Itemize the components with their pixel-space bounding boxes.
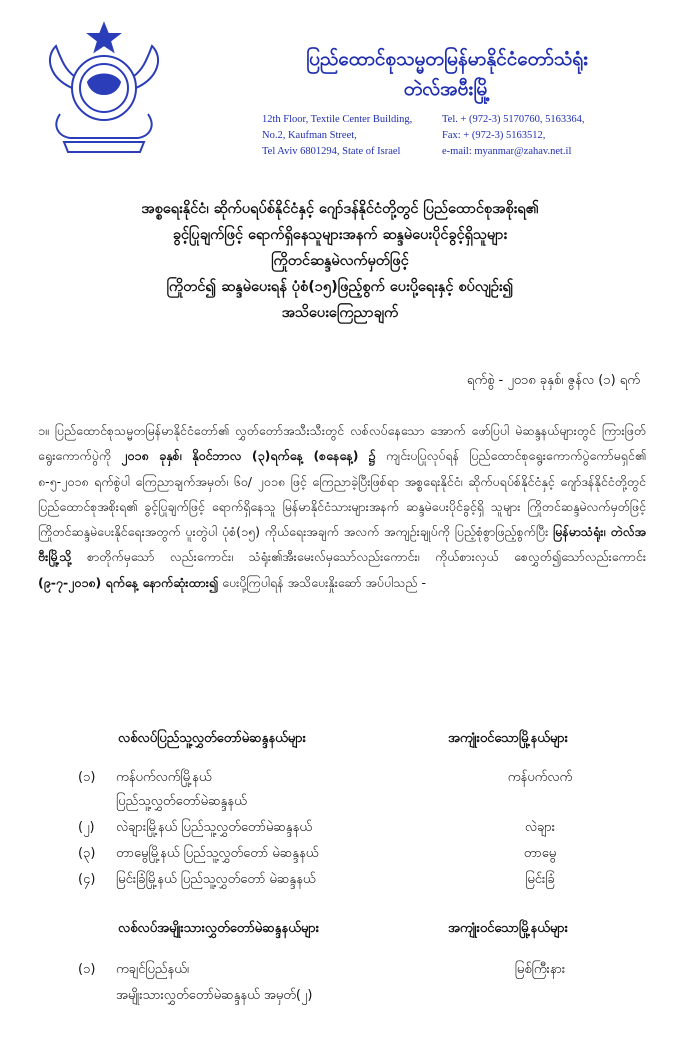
township-name: လဲချား [524, 820, 556, 835]
row-number: (၁) [78, 770, 96, 785]
township-name: တာမွေ [523, 846, 557, 861]
contact-line: e-mail: myanmar@zahav.net.il [442, 146, 572, 157]
address-block [262, 112, 412, 160]
subject-line: အသိပေးကြေညာချက် [281, 305, 399, 321]
subject-heading [20, 196, 660, 326]
document-date: ရက်စွဲ - ၂၀၁၈ ခုနှစ်၊ ဇွန်လ (၁) ရက် [466, 373, 640, 388]
row-number: (၁) [78, 962, 96, 977]
constituency-name: ကန်ပက်လက်မြို့နယ် [116, 770, 212, 785]
paragraph-bold: (၉-၇-၂၀၁၈) ရက်နေ့ နောက်ဆုံးထား၍ [38, 574, 219, 590]
embassy-title-line1: ပြည်ထောင်စုသမ္မတမြန်မာနိုင်ငံတော်သံရုံး [305, 48, 588, 70]
constituency-name: မြင်းခြံမြို့နယ် ပြည်သူ့လွှတ်တော် မဲဆန္ဒနယ် [116, 872, 316, 887]
paragraph-bold: ၂၀၁၈ ခုနှစ်၊ နိုဝင်ဘာလ (၃)ရက်နေ့ (စနေနေ့) ၌ [121, 448, 376, 464]
township-name: မြင်းခြံ [525, 872, 555, 887]
paragraph-bold: မြန်မာသံရုံး၊ တဲလ်အဗီးမြို့သို့ [38, 524, 646, 565]
table1-header-right: အကျုံးဝင်သောမြို့နယ်များ [448, 731, 568, 746]
paragraph-text: စာတိုက်မှသော် လည်းကောင်း၊ သံရုံး၏အီးမေးလ်မှသော်လည်းကောင်း၊ ကိုယ်စားလှယ် စေလွှတ်၍သော်လည်းကောင်း [71, 549, 646, 565]
contact-line: Fax: + (972-3) 5163512, [442, 130, 546, 141]
embassy-title-line2: တဲလ်အဗီးမြို့ [403, 78, 491, 100]
table1-header-left: လစ်လပ်ပြည်သူ့လွှတ်တော်မဲဆန္ဒနယ်များ [118, 731, 306, 746]
embassy-title [262, 44, 632, 104]
table2-header-left: လစ်လပ်အမျိုးသားလွှတ်တော်မဲဆန္ဒနယ်များ [118, 921, 319, 936]
township-name: မြစ်ကြီးနား [514, 962, 566, 977]
paragraph-text: ၁။ ပြည်ထောင်စုသမ္မတမြန်မာနိုင်ငံတော်၏ လွှတ်တော်အသီးသီးတွင် လစ်လပ်နေသော အောက် ဖော်ပြပါ မဲဆန္ဒနယ်များတွင် ကြားဖြတ်ရွေးကောက်ပွဲကို [38, 423, 646, 464]
constituency-name-cont: ပြည်သူ့လွှတ်တော်မဲဆန္ဒနယ် [116, 794, 247, 809]
row-number: (၃) [78, 846, 96, 861]
contact-line: Tel. + (972-3) 5170760, 5163364, [442, 114, 585, 125]
township-name: ကန်ပက်လက် [507, 770, 573, 785]
table2-header-right: အကျုံးဝင်သောမြို့နယ်များ [448, 921, 568, 936]
subject-line: အစ္စရေးနိုင်ငံ၊ ဆိုက်ပရပ်စ်နိုင်ငံနှင့် ဂျော်ဒန်နိုင်ငံတို့တွင် ပြည်ထောင်စုအစိုးရ၏ [141, 201, 539, 217]
constituency-name-cont: အမျိုးသားလွှတ်တော်မဲဆန္ဒနယ် အမှတ်(၂) [116, 988, 313, 1003]
constituency-name: တာမွေမြို့နယ် ပြည်သူ့လွှတ်တော် မဲဆန္ဒနယ် [116, 846, 319, 861]
address-line: Tel Aviv 6801294, State of Israel [262, 146, 401, 157]
subject-line: ကြိုတင်၍ ဆန္ဒမဲပေးရန် ပုံစံ(၁၅)ဖြည့်စွက် ပေးပို့ရေးနှင့် စပ်လျဉ်း၍ [166, 279, 514, 295]
subject-line: ခွင့်ပြုချက်ဖြင့် ရောက်ရှိနေသူများအနက် ဆန္ဒမဲပေးပိုင်ခွင့်ရှိသူများ [172, 227, 508, 243]
subject-line: ကြိုတင်ဆန္ဒမဲလက်မှတ်ဖြင့် [271, 253, 409, 269]
row-number: (၂) [78, 820, 95, 835]
contact-block [442, 112, 585, 160]
address-line: 12th Floor, Textile Center Building, [262, 114, 413, 125]
state-seal-icon [30, 18, 178, 158]
announcement-paragraph [38, 418, 646, 595]
paragraph-text: ပေးပို့ကြပါရန် အသိပေးနှိုးဆော် အပ်ပါသည် - [218, 574, 426, 590]
paragraph-text: ကျင်းပပြုလုပ်ရန် ပြည်ထောင်စုရွေးကောက်ပွဲကော်မရှင်၏ ၈-၅-၂၀၁၈ ရက်စွဲပါ ကြေညာချက်အမှတ်၊ ၆၀/ ၂၀၁၈ ဖြင့် ကြေညာခဲ့ပြီးဖြစ်ရာ အစ္စရေးနိုင်ငံ၊ ဆိုက်ပရပ်စ်နိုင်ငံနှင့် ဂျော်ဒန်နိုင်ငံတို့တွင် ပြည်ထောင်စုအစိုးရ၏ ခွင့်ပြုချက်ဖြင့် ရောက်ရှိနေသူ မြန်မာနိုင်ငံသားများအနက် ဆန္ဒမဲပေးပိုင်ခွင့်ရှိ သူများ ကြိုတင်ဆန္ဒမဲလက်မှတ်ဖြင့် ကြိုတင်ဆန္ဒမဲပေးနိုင်ရေးအတွက် ပူးတွဲပါ ပုံစံ(၁၅) ကိုယ်ရေးအချက် အလက် အကျဉ်းချုပ်ကို ပြည့်စုံစွာဖြည့်စွက်ပြီး [38, 448, 646, 540]
constituency-name: လဲချားမြို့နယ် ပြည်သူ့လွှတ်တော်မဲဆန္ဒနယ် [116, 820, 312, 835]
row-number: (၄) [78, 872, 96, 887]
address-line: No.2, Kaufman Street, [262, 130, 357, 141]
constituency-name: ကချင်ပြည်နယ်၊ [116, 962, 189, 977]
